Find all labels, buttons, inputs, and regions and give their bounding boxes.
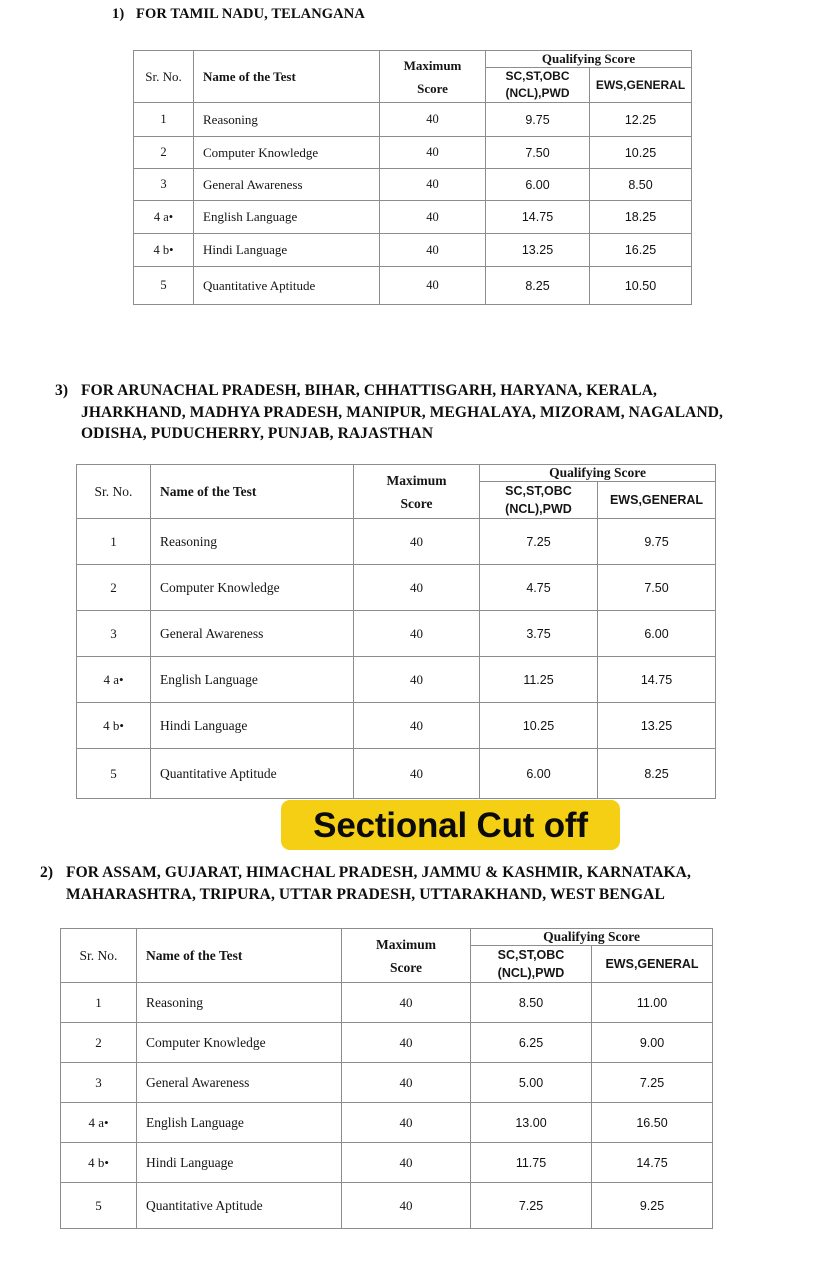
cell-qualifying-sc-st-obc: 11.25	[480, 657, 598, 703]
cell-sr-no: 4 a•	[77, 657, 151, 703]
table-1-header	[134, 51, 692, 103]
cell-qualifying-sc-st-obc: 8.50	[471, 983, 592, 1023]
cell-test-name: English Language	[137, 1103, 342, 1143]
cell-test-name: Hindi Language	[151, 703, 354, 749]
header-qualifying-score: Qualifying Score	[480, 465, 716, 482]
cell-sr-no: 3	[77, 611, 151, 657]
table-row	[134, 169, 692, 201]
header-sc-st-obc-pwd	[486, 68, 590, 103]
header-score-line: Score	[417, 80, 448, 96]
cell-qualifying-ews-general: 16.25	[590, 234, 692, 267]
header-maximum-line: Maximum	[376, 936, 436, 952]
header-sr-no: Sr. No.	[134, 51, 194, 103]
header-sc-st-obc-line1: SC,ST,OBC	[497, 948, 565, 962]
section-title-2: FOR ASSAM, GUJARAT, HIMACHAL PRADESH, JAMMU & KASHMIR, KARNATAKA, MAHARASHTRA, TRIPURA, UTTAR PRADESH, UTTARAKHAND, WEST BENGAL	[66, 864, 691, 903]
cell-qualifying-sc-st-obc: 13.00	[471, 1103, 592, 1143]
header-score-line: Score	[400, 495, 433, 511]
cell-maximum-score: 40	[354, 657, 480, 703]
cell-test-name: Reasoning	[137, 983, 342, 1023]
header-sc-st-obc-pwd	[471, 946, 592, 983]
qualifying-score-table-1	[133, 50, 692, 305]
cell-qualifying-ews-general: 14.75	[598, 657, 716, 703]
table-row	[134, 103, 692, 137]
table-3-header	[61, 929, 713, 983]
header-name-of-test: Name of the Test	[151, 465, 354, 519]
cell-qualifying-ews-general: 10.25	[590, 137, 692, 169]
cell-qualifying-sc-st-obc: 7.25	[471, 1183, 592, 1229]
cell-qualifying-sc-st-obc: 7.50	[486, 137, 590, 169]
header-ews-general: EWS,GENERAL	[598, 482, 716, 519]
cell-qualifying-sc-st-obc: 5.00	[471, 1063, 592, 1103]
cell-qualifying-sc-st-obc: 6.00	[480, 749, 598, 799]
table-row	[77, 611, 716, 657]
table-row	[134, 201, 692, 234]
cell-sr-no: 5	[77, 749, 151, 799]
section-number-3: 3)	[55, 382, 69, 399]
table-2-body	[77, 519, 716, 799]
cell-maximum-score: 40	[354, 749, 480, 799]
cell-qualifying-ews-general: 16.50	[592, 1103, 713, 1143]
header-name-of-test: Name of the Test	[137, 929, 342, 983]
header-maximum-line: Maximum	[386, 472, 447, 488]
cell-test-name: English Language	[151, 657, 354, 703]
cell-qualifying-ews-general: 9.00	[592, 1023, 713, 1063]
header-sc-st-obc-pwd	[480, 482, 598, 519]
cell-sr-no: 3	[61, 1063, 137, 1103]
header-sc-st-obc-line2: (NCL),PWD	[505, 86, 570, 100]
cell-sr-no: 5	[134, 267, 194, 305]
cell-sr-no: 4 b•	[134, 234, 194, 267]
cell-qualifying-ews-general: 8.25	[598, 749, 716, 799]
cell-qualifying-ews-general: 13.25	[598, 703, 716, 749]
table-1-header-row-1	[134, 51, 692, 68]
cell-maximum-score: 40	[342, 1183, 471, 1229]
header-maximum-score	[342, 929, 471, 983]
cell-qualifying-ews-general: 12.25	[590, 103, 692, 137]
cell-maximum-score: 40	[342, 1023, 471, 1063]
cell-qualifying-ews-general: 9.75	[598, 519, 716, 565]
cell-sr-no: 5	[61, 1183, 137, 1229]
sectional-cutoff-banner	[281, 800, 620, 850]
table-3-body	[61, 983, 713, 1229]
cell-maximum-score: 40	[380, 201, 486, 234]
cell-qualifying-ews-general: 7.50	[598, 565, 716, 611]
cell-test-name: Computer Knowledge	[194, 137, 380, 169]
cell-qualifying-sc-st-obc: 13.25	[486, 234, 590, 267]
cell-qualifying-ews-general: 9.25	[592, 1183, 713, 1229]
header-qualifying-score: Qualifying Score	[486, 51, 692, 68]
cell-qualifying-ews-general: 18.25	[590, 201, 692, 234]
cell-qualifying-sc-st-obc: 6.00	[486, 169, 590, 201]
cell-sr-no: 2	[77, 565, 151, 611]
table-row	[134, 267, 692, 305]
section-number-2: 2)	[40, 864, 54, 881]
cell-maximum-score: 40	[380, 169, 486, 201]
cell-test-name: English Language	[194, 201, 380, 234]
cell-qualifying-sc-st-obc: 9.75	[486, 103, 590, 137]
cell-test-name: Hindi Language	[137, 1143, 342, 1183]
cell-qualifying-ews-general: 11.00	[592, 983, 713, 1023]
cell-qualifying-sc-st-obc: 4.75	[480, 565, 598, 611]
header-sc-st-obc-line1: SC,ST,OBC	[505, 69, 570, 83]
table-row	[77, 749, 716, 799]
cell-test-name: Quantitative Aptitude	[151, 749, 354, 799]
cell-qualifying-sc-st-obc: 8.25	[486, 267, 590, 305]
cell-qualifying-ews-general: 8.50	[590, 169, 692, 201]
table-row	[77, 703, 716, 749]
header-qualifying-score: Qualifying Score	[471, 929, 713, 946]
header-maximum-score	[380, 51, 486, 103]
table-2-header	[77, 465, 716, 519]
cell-qualifying-ews-general: 10.50	[590, 267, 692, 305]
cell-sr-no: 1	[61, 983, 137, 1023]
table-row	[77, 565, 716, 611]
section-heading-3	[55, 380, 775, 445]
header-sc-st-obc-line2: (NCL),PWD	[505, 502, 572, 516]
table-row	[61, 1103, 713, 1143]
cell-test-name: Quantitative Aptitude	[137, 1183, 342, 1229]
cell-maximum-score: 40	[380, 234, 486, 267]
cell-qualifying-sc-st-obc: 11.75	[471, 1143, 592, 1183]
header-name-of-test: Name of the Test	[194, 51, 380, 103]
cell-maximum-score: 40	[380, 267, 486, 305]
cell-sr-no: 2	[134, 137, 194, 169]
cell-sr-no: 4 b•	[77, 703, 151, 749]
cell-test-name: Computer Knowledge	[151, 565, 354, 611]
cell-maximum-score: 40	[380, 137, 486, 169]
section-number-1: 1)	[112, 6, 125, 22]
header-maximum-score	[354, 465, 480, 519]
table-2-header-row-1	[77, 465, 716, 482]
header-sr-no: Sr. No.	[61, 929, 137, 983]
section-title-3: FOR ARUNACHAL PRADESH, BIHAR, CHHATTISGARH, HARYANA, KERALA, JHARKHAND, MADHYA PRADESH, MANIPUR, MEGHALAYA, MIZORAM, NAGALAND, ODISHA, PUDUCHERRY, PUNJAB, RAJASTHAN	[81, 382, 724, 442]
cell-qualifying-sc-st-obc: 3.75	[480, 611, 598, 657]
header-ews-general: EWS,GENERAL	[590, 68, 692, 103]
table-3-header-row-1	[61, 929, 713, 946]
qualifying-score-table-3	[60, 928, 713, 1229]
header-sc-st-obc-line2: (NCL),PWD	[497, 966, 565, 980]
cell-maximum-score: 40	[380, 103, 486, 137]
header-score-line: Score	[390, 959, 422, 975]
sectional-cutoff-label: Sectional Cut off	[313, 805, 588, 845]
cell-maximum-score: 40	[342, 1103, 471, 1143]
cell-qualifying-ews-general: 7.25	[592, 1063, 713, 1103]
cell-test-name: Hindi Language	[194, 234, 380, 267]
qualifying-score-table-2	[76, 464, 716, 799]
cell-maximum-score: 40	[342, 1143, 471, 1183]
table-row	[61, 1183, 713, 1229]
cell-test-name: Quantitative Aptitude	[194, 267, 380, 305]
cell-qualifying-ews-general: 6.00	[598, 611, 716, 657]
cell-test-name: Reasoning	[194, 103, 380, 137]
cell-maximum-score: 40	[342, 1063, 471, 1103]
cell-qualifying-sc-st-obc: 10.25	[480, 703, 598, 749]
cell-test-name: General Awareness	[194, 169, 380, 201]
cell-qualifying-sc-st-obc: 14.75	[486, 201, 590, 234]
cell-maximum-score: 40	[354, 611, 480, 657]
table-row	[134, 234, 692, 267]
cell-maximum-score: 40	[354, 519, 480, 565]
cell-sr-no: 4 a•	[134, 201, 194, 234]
cell-test-name: General Awareness	[151, 611, 354, 657]
table-row	[61, 983, 713, 1023]
cell-test-name: General Awareness	[137, 1063, 342, 1103]
table-1-body	[134, 103, 692, 305]
cell-sr-no: 1	[134, 103, 194, 137]
table-row	[77, 657, 716, 703]
section-title-1: FOR TAMIL NADU, TELANGANA	[136, 6, 365, 22]
table-row	[77, 519, 716, 565]
cell-maximum-score: 40	[354, 565, 480, 611]
cell-maximum-score: 40	[342, 983, 471, 1023]
table-row	[61, 1063, 713, 1103]
table-row	[61, 1023, 713, 1063]
cell-sr-no: 4 b•	[61, 1143, 137, 1183]
header-sr-no: Sr. No.	[77, 465, 151, 519]
cell-qualifying-sc-st-obc: 6.25	[471, 1023, 592, 1063]
cell-maximum-score: 40	[354, 703, 480, 749]
cell-sr-no: 2	[61, 1023, 137, 1063]
cell-sr-no: 4 a•	[61, 1103, 137, 1143]
cell-qualifying-ews-general: 14.75	[592, 1143, 713, 1183]
section-heading-1	[112, 5, 365, 24]
header-sc-st-obc-line1: SC,ST,OBC	[505, 484, 572, 498]
cell-qualifying-sc-st-obc: 7.25	[480, 519, 598, 565]
header-ews-general: EWS,GENERAL	[592, 946, 713, 983]
table-row	[61, 1143, 713, 1183]
cell-sr-no: 3	[134, 169, 194, 201]
table-row	[134, 137, 692, 169]
section-heading-2	[40, 862, 800, 905]
header-maximum-line: Maximum	[403, 57, 462, 73]
cell-sr-no: 1	[77, 519, 151, 565]
cell-test-name: Computer Knowledge	[137, 1023, 342, 1063]
cell-test-name: Reasoning	[151, 519, 354, 565]
